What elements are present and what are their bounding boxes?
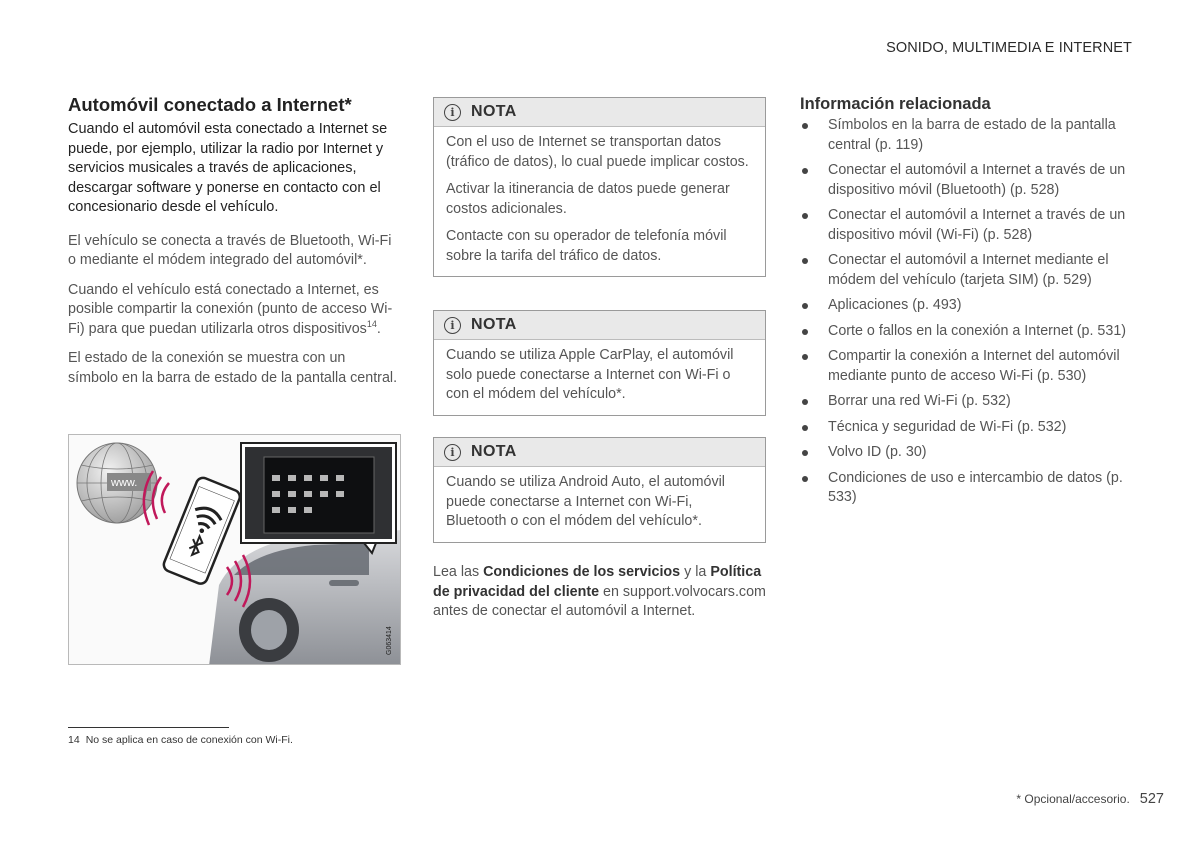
related-info <box>800 95 1135 514</box>
footnote <box>68 734 293 746</box>
related-item: Volvo ID (p. 30) <box>800 443 1135 463</box>
paragraph-hotspot: Cuando el vehículo está conectado a Internet, es posible compartir la conexión (punto de acceso Wi-Fi) para que puedan utilizarla otros dispositivos$^{14}$. <box>68 281 393 337</box>
www-label: www. <box>111 477 138 489</box>
main-column <box>68 94 398 398</box>
paragraph-status: El estado de la conexión se muestra con un símbolo en la barra de estado de la pantalla central. <box>68 350 398 386</box>
related-item: Técnica y seguridad de Wi-Fi (p. 532) <box>800 418 1135 438</box>
note-body <box>434 340 765 415</box>
optional-accessory-note: * Opcional/accesorio. <box>1016 792 1130 806</box>
connection-illustration <box>68 434 401 665</box>
note-paragraph: Con el uso de Internet se transportan datos (tráfico de datos), lo cual puede implicar costos. <box>446 134 749 170</box>
note-body <box>434 127 765 276</box>
footnote-divider <box>68 727 229 728</box>
related-item: Borrar una red Wi-Fi (p. 532) <box>800 392 1135 412</box>
footnote-number: 14 <box>68 734 80 746</box>
paragraph-connection: El vehículo se conecta a través de Bluetooth, Wi-Fi o mediante el módem integrado del automóvil*. <box>68 232 392 268</box>
related-item: Conectar el automóvil a Internet a través de un dispositivo móvil (Bluetooth) (p. 528) <box>800 161 1135 200</box>
note-box-carplay <box>433 310 766 416</box>
privacy-policy-ref: Política de privacidad del cliente <box>433 564 762 600</box>
terms-of-service-ref: Condiciones de los servicios <box>483 564 681 580</box>
note-paragraph: Activar la itinerancia de datos puede generar costos adicionales. <box>446 181 730 217</box>
related-item: Aplicaciones (p. 493) <box>800 296 1135 316</box>
note-header <box>434 438 765 467</box>
note-title: NOTA <box>471 316 517 333</box>
lead-paragraph: Cuando el automóvil esta conectado a Internet se puede, por ejemplo, utilizar la radio por Internet y servicios musicales a través de aplicaciones, descargar software y ponerse en contacto con el concesionario desde el vehículo. <box>68 121 388 215</box>
info-icon: i <box>444 317 461 334</box>
terms-paragraph: Lea las Condiciones de los servicios y la Política de privacidad del cliente en support.volvocars.com antes de conectar el automóvil a Internet. <box>433 564 766 619</box>
related-item: Conectar el automóvil a Internet mediante el módem del vehículo (tarjeta SIM) (p. 529) <box>800 251 1135 290</box>
running-header: SONIDO, MULTIMEDIA E INTERNET <box>886 40 1132 56</box>
illustration-drawing <box>69 435 401 665</box>
related-info-list <box>800 116 1135 508</box>
note-title: NOTA <box>471 443 517 460</box>
note-paragraph: Cuando se utiliza Android Auto, el automóvil puede conectarse a Internet con Wi-Fi, Bluetooth o con el módem del vehículo*. <box>446 474 725 529</box>
note-header <box>434 98 765 127</box>
note-title: NOTA <box>471 103 517 120</box>
note-box-android-auto <box>433 437 766 543</box>
footnote-ref: 14 <box>366 318 377 329</box>
center-display-inset <box>241 443 396 553</box>
info-icon: i <box>444 444 461 461</box>
related-item: Conectar el automóvil a Internet a través de un dispositivo móvil (Wi-Fi) (p. 528) <box>800 206 1135 245</box>
page-number: 527 <box>1139 791 1164 807</box>
note-paragraph: Cuando se utiliza Apple CarPlay, el automóvil solo puede conectarse a Internet con Wi-Fi o con el módem del vehículo*. <box>446 347 734 402</box>
related-info-title: Información relacionada <box>800 95 991 113</box>
note-header <box>434 311 765 340</box>
note-body <box>434 467 765 542</box>
page-footer <box>1016 791 1164 807</box>
related-item: Compartir la conexión a Internet del automóvil mediante punto de acceso Wi-Fi (p. 530) <box>800 347 1135 386</box>
info-icon: i <box>444 104 461 121</box>
page-title: Automóvil conectado a Internet* <box>68 94 352 115</box>
related-item: Corte o fallos en la conexión a Internet (p. 531) <box>800 322 1135 342</box>
note-box-data-traffic <box>433 97 766 277</box>
related-item: Condiciones de uso e intercambio de datos (p. 533) <box>800 469 1135 508</box>
figure-code: G063414 <box>386 626 393 655</box>
note-paragraph: Contacte con su operador de telefonía móvil sobre la tarifa del tráfico de datos. <box>446 228 727 264</box>
related-item: Símbolos en la barra de estado de la pantalla central (p. 119) <box>800 116 1135 155</box>
footnote-text: No se aplica en caso de conexión con Wi-Fi. <box>85 734 293 746</box>
